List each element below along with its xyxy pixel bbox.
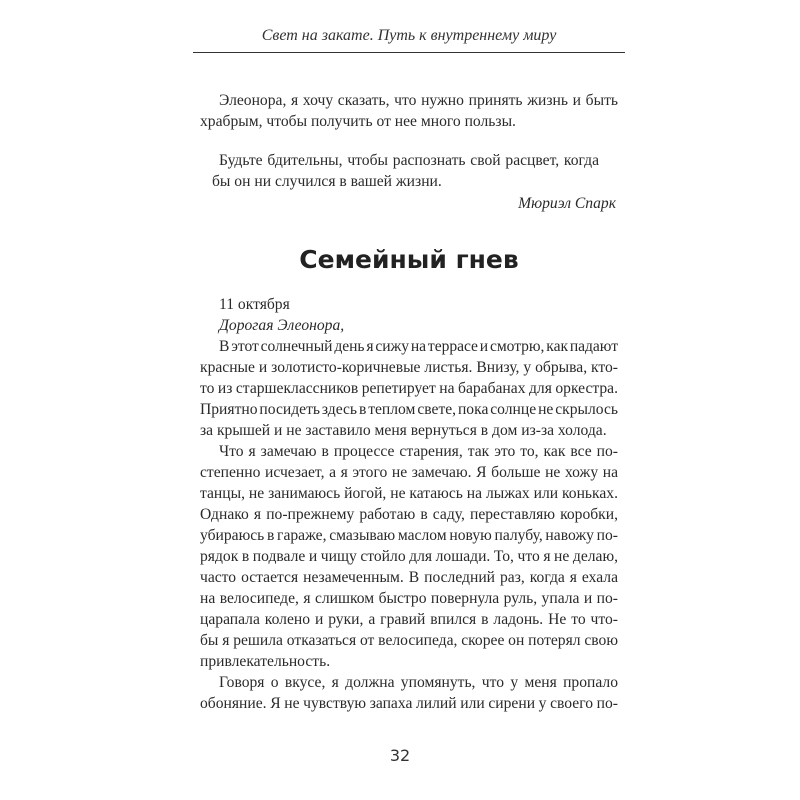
running-header: Свет на закате. Путь к внутреннему миру [261,27,557,44]
paragraph-line [200,588,618,609]
page-number: 32 [389,746,411,765]
paragraph-line [200,504,618,525]
paragraph-line-text: то из старшеклассников репетирует на барабанах для оркестра. [200,380,618,397]
letter-salutation [219,315,618,336]
paragraph-line-text: за крышей и не заставило меня вернуться в дом из-за холода. [200,422,607,439]
letter-date [219,294,618,315]
paragraph-line-text: Говоря о вкусе, я должна упомянуть, что у меня пропало [219,674,618,691]
paragraph-line [200,609,618,630]
epigraph-author: Мюриэл Спарк [518,195,616,212]
paragraph-line-text: степенно исчезает, а я этого не замечаю. Я больше не хожу на [200,464,618,481]
header-rule [193,52,625,53]
paragraph-line-text: В этот солнечный день я сижу на террасе и смотрю, как падают [219,338,618,355]
chapter-title: Семейный гнев [299,245,519,274]
paragraph-line [200,357,618,378]
paragraph-line-text: Однако я по-прежнему работаю в саду, переставляю коробки, [200,506,618,523]
paragraph-line [200,378,618,399]
paragraph-line-text: царапала колено и руки, а гравий впился в ладонь. Не то что- [200,611,618,628]
paragraph-line-text: рядок в подвале и чищу стойло для лошади. То, что я не делаю, [200,548,618,565]
epigraph-line [219,150,599,171]
paragraph-line-text: на велосипеде, я слишком быстро повернула руль, упала и по- [200,590,618,607]
paragraph-line [200,483,618,504]
epigraph-line [212,171,630,192]
paragraph-line [200,399,618,420]
intro-line [219,90,618,111]
paragraph-line-text: красные и золотисто-коричневые листья. Внизу, у обрыва, кто- [200,359,618,376]
paragraph-line [200,420,618,441]
paragraph-line [200,546,618,567]
paragraph-line [200,525,618,546]
epigraph-line-text: Будьте бдительны, чтобы распознать свой расцвет, когда [219,152,599,169]
epigraph-line-text: бы он ни случился в вашей жизни. [212,173,442,190]
paragraph-line [200,651,618,672]
intro-line-text: Элеонора, я хочу сказать, что нужно принять жизнь и быть [219,92,618,109]
intro-line [200,111,618,132]
paragraph-line-text: обоняние. Я не чувствую запаха лилий или сирени у своего по- [200,695,618,712]
paragraph-line [219,336,618,357]
paragraph-line-text: Что я замечаю в процессе старения, так это то, как все по- [219,443,618,460]
paragraph-line-text: часто остается незамеченным. В последний раз, когда я ехала [200,569,618,586]
paragraph-line-text: привлекательность. [200,653,331,670]
letter-date-text: 11 октября [219,296,290,313]
paragraph-line [219,441,618,462]
paragraph-line [200,567,618,588]
paragraph-line [200,630,618,651]
intro-line-text: храбрым, чтобы получить от нее много пользы. [200,113,516,130]
paragraph-line [200,693,618,714]
paragraph-line-text: танцы, не занимаюсь йогой, не катаюсь на лыжах или коньках. [200,485,618,502]
paragraph-line-text: убираюсь в гараже, смазываю маслом новую палубу, навожу по- [200,527,618,544]
paragraph-line-text: Приятно посидеть здесь в теплом свете, пока солнце не скрылось [200,401,618,418]
letter-salutation-text: Дорогая Элеонора, [219,317,345,334]
paragraph-line [200,462,618,483]
paragraph-line-text: бы я решила отказаться от велосипеда, скорее он потерял свою [200,632,618,649]
paragraph-line [219,672,618,693]
